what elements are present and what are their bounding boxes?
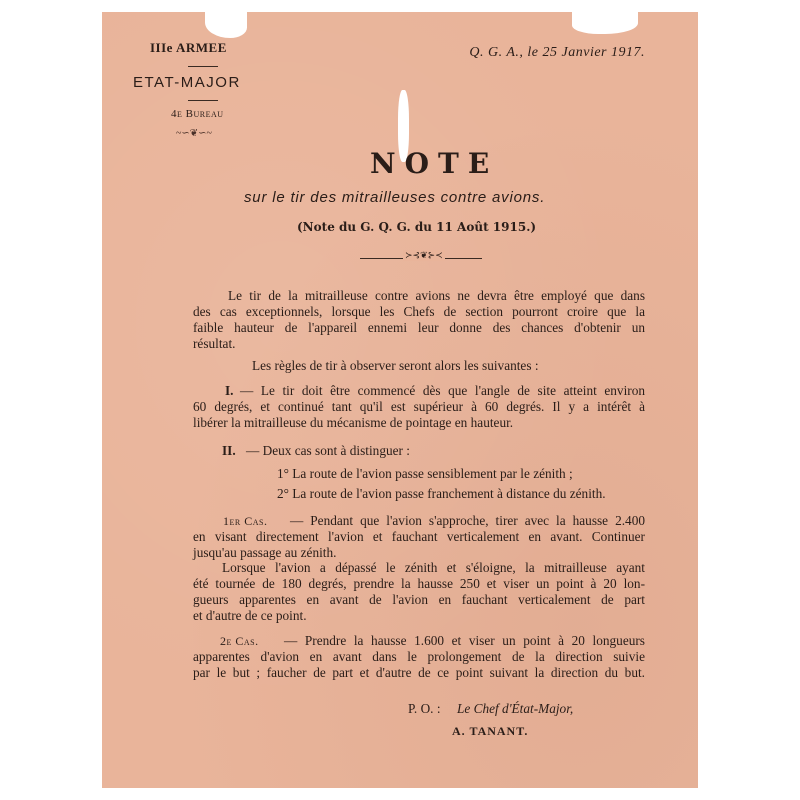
ornament-icon: ~∽❦∽~: [176, 128, 212, 139]
signature-po: P. O. :: [408, 701, 441, 716]
rules-intro: Les règles de tir à observer seront alors les suivantes :: [252, 358, 539, 373]
rule-1-label: I.: [225, 383, 234, 398]
paragraph-line: été tournée de 180 degrés, prendre la hausse 250 et viser un point à 20 lon-: [193, 576, 645, 591]
paragraph-line: 60 degrés, et continué tant qu'il est supérieur à 60 degrés. Il y a intérêt à: [193, 399, 645, 414]
document-subtitle: sur le tir des mitrailleuses contre avions.: [244, 189, 546, 206]
staff-heading: ETAT-MAJOR: [133, 74, 241, 91]
paragraph-line: en visant directement l'avion et fauchant verticalement en avant. Continuer: [193, 529, 645, 544]
document-date: Q. G. A., le 25 Janvier 1917.: [469, 45, 645, 60]
rule-2-label: II.: [222, 443, 236, 458]
divider: [188, 66, 218, 67]
army-heading: IIIe ARMEE: [150, 40, 227, 55]
signature-role: Le Chef d'État-Major,: [457, 701, 574, 716]
paragraph-line: Le tir de la mitrailleuse contre avions ne devra être employé que dans: [228, 288, 645, 303]
paper-tear: [572, 12, 638, 34]
paragraph-line: — Le tir doit être commencé dès que l'angle de site atteint environ: [240, 383, 645, 398]
paragraph-line: et d'autre de ce point.: [193, 608, 307, 623]
case-list-item: 2° La route de l'avion passe franchement à distance du zénith.: [277, 486, 606, 501]
paragraph-line: résultat.: [193, 336, 236, 351]
paragraph-line: par le but ; faucher de part et d'autre de ce point suivant la direction du but.: [193, 665, 645, 680]
paragraph-line: — Prendre la hausse 1.600 et viser un point à 20 longueurs: [284, 633, 645, 648]
paragraph-line: gueurs apparentes en avant de l'avion en fauchant verticalement de part: [193, 592, 645, 607]
paragraph-line: — Pendant que l'avion s'approche, tirer avec la hausse 2.400: [290, 513, 645, 528]
document-reference: (Note du G. Q. G. du 11 Août 1915.): [297, 220, 537, 234]
paragraph-line: libérer la mitrailleuse du mécanisme de pointage en hauteur.: [193, 415, 514, 430]
paragraph-line: des cas exceptionnels, lorsque les Chefs de section pourront croire que la: [193, 304, 645, 319]
paragraph-line: faible hauteur de l'appareil ennemi leur donne des chances d'obtenir un: [193, 320, 645, 335]
paragraph-line: jusqu'au passage au zénith.: [193, 545, 337, 560]
case-list-item: 1° La route de l'avion passe sensiblement par le zénith ;: [277, 466, 573, 481]
paragraph-line: apparentes d'avion en avant dans le prolongement de la direction suivie: [193, 649, 645, 664]
signature-name: A. TANANT.: [452, 724, 529, 738]
paragraph-line: — Deux cas sont à distinguer :: [246, 443, 410, 458]
ornament-icon: ≻⊰❦⊱≺: [405, 250, 443, 260]
paragraph-line: Lorsque l'avion a dépassé le zénith et s'éloigne, la mitrailleuse ayant: [222, 560, 645, 575]
bureau-heading: 4e Bureau: [171, 108, 224, 120]
case-2-label: 2e Cas.: [220, 634, 259, 648]
divider: [188, 100, 218, 101]
document-title: NOTE: [370, 147, 499, 180]
case-1-label: 1er Cas.: [223, 514, 268, 528]
